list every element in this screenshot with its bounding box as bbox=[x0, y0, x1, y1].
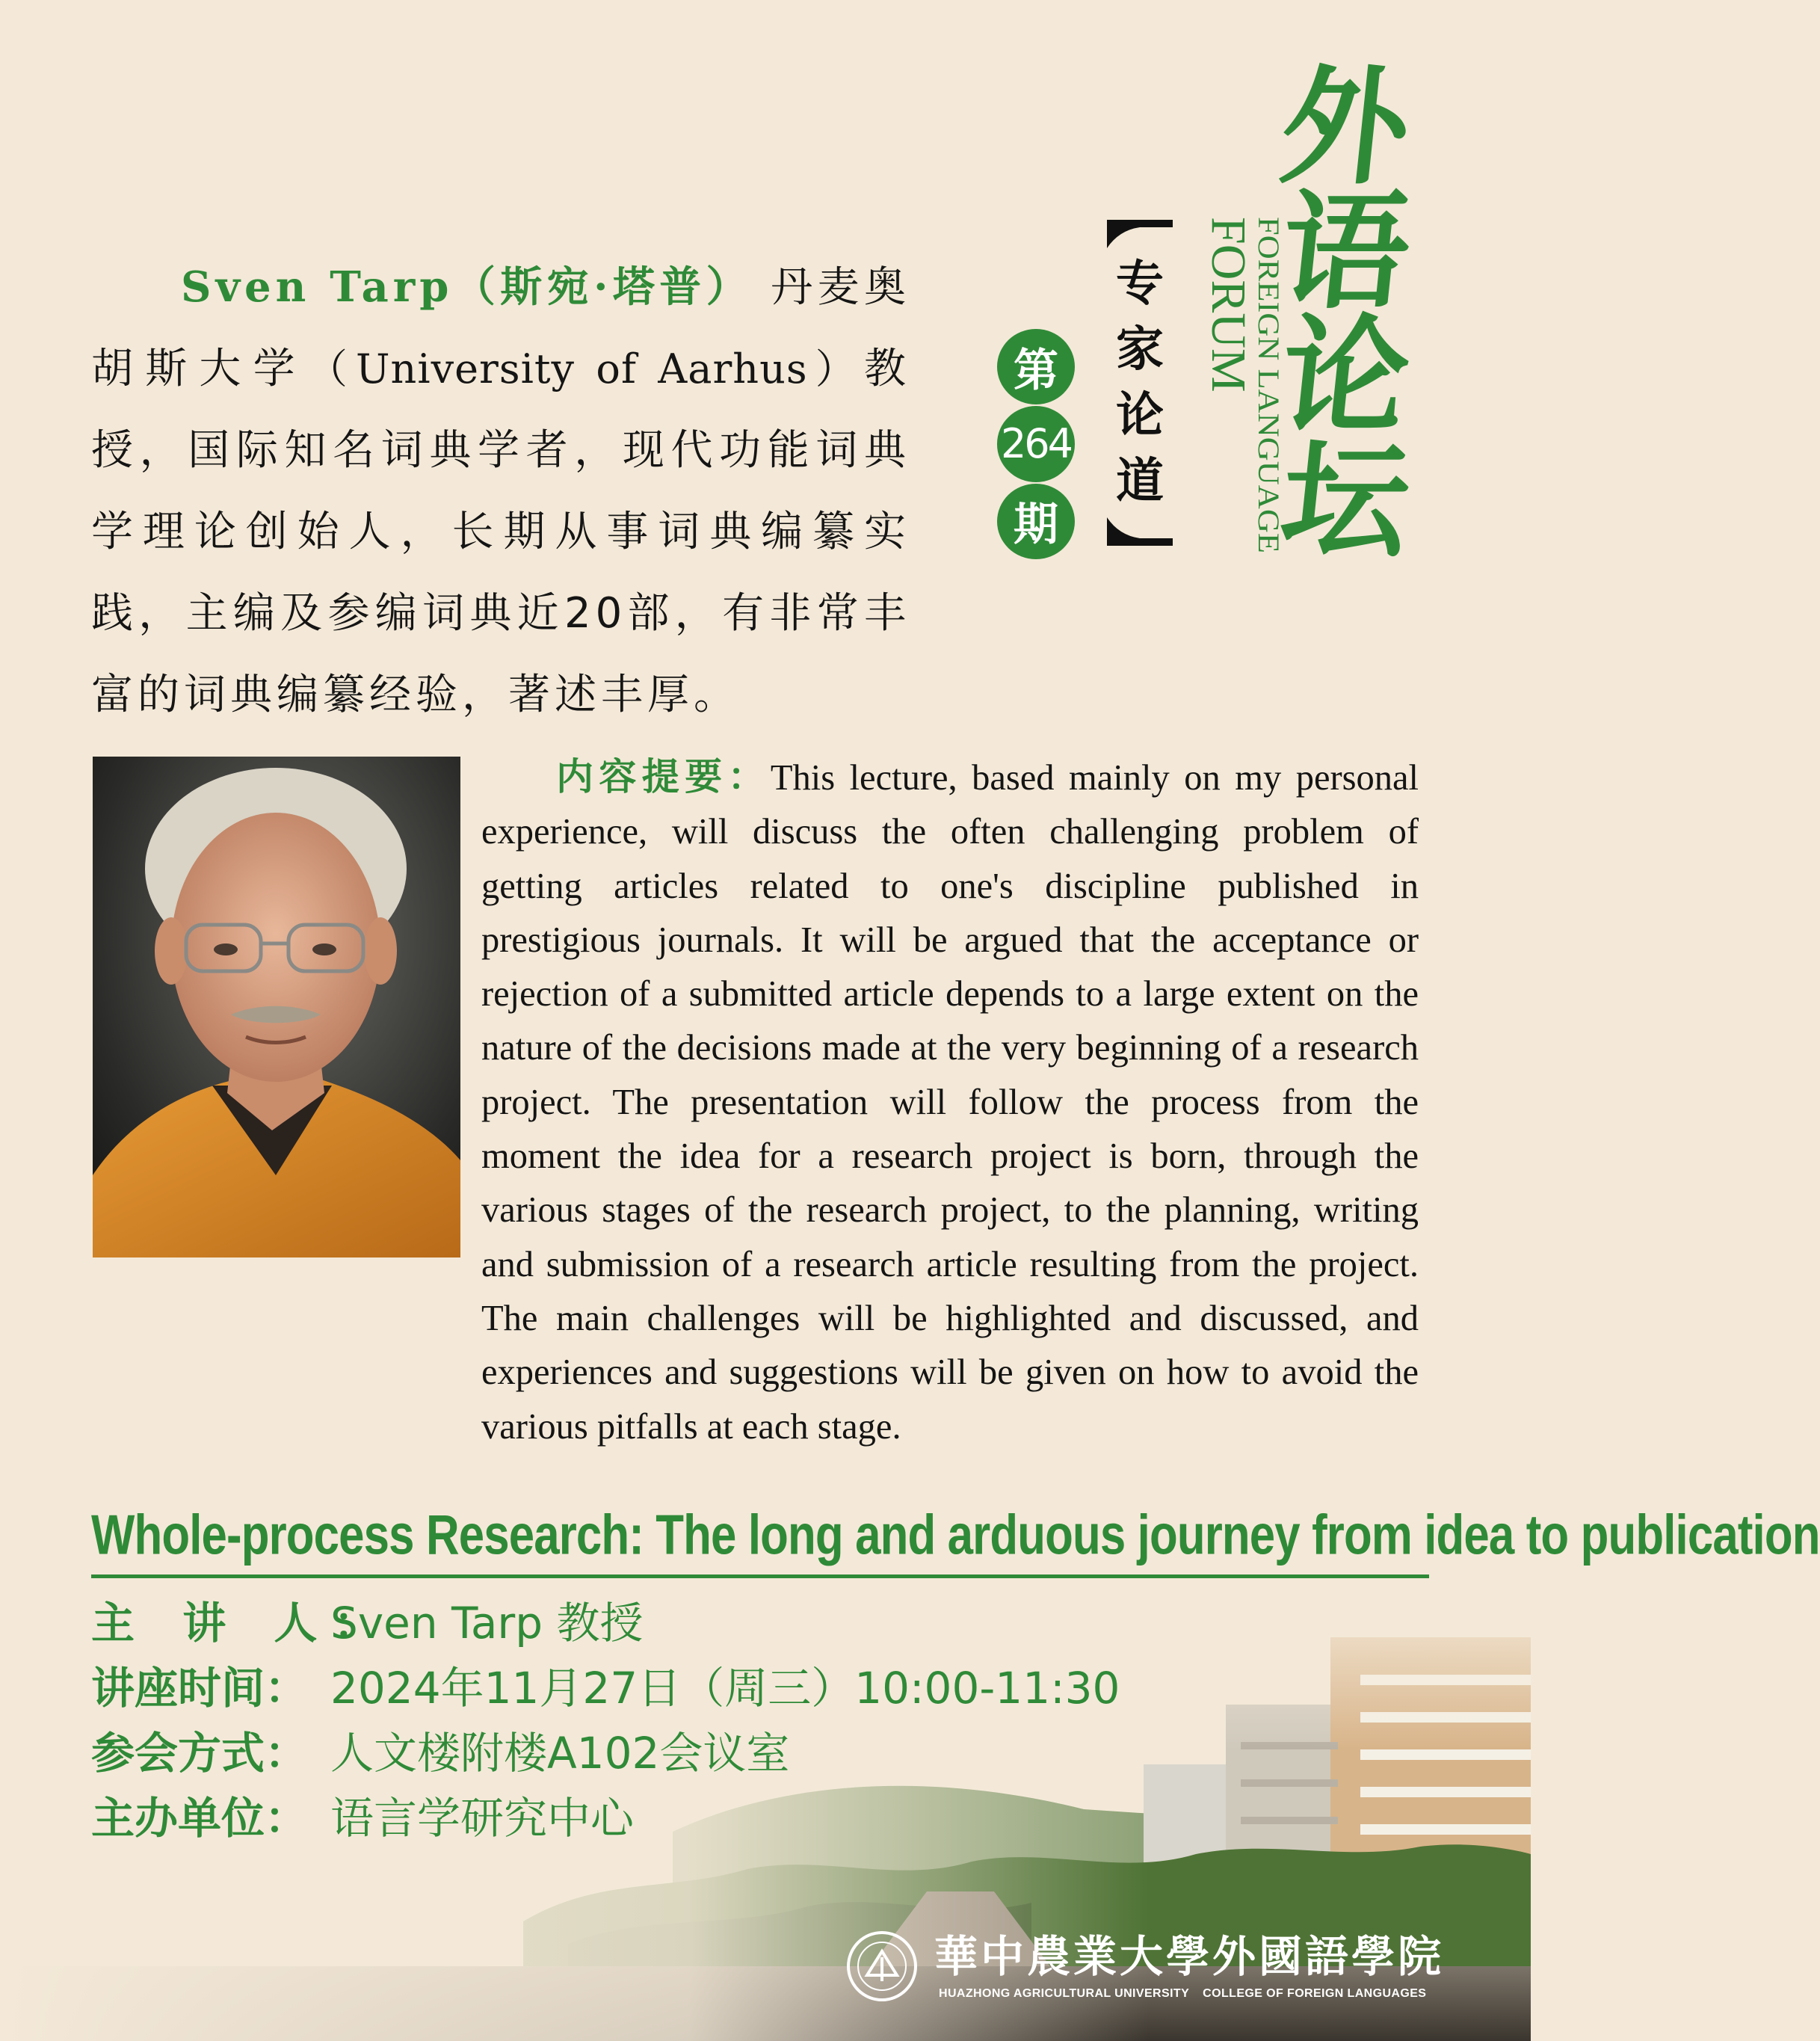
info-row-venue bbox=[91, 1717, 1212, 1782]
university-emblem-icon bbox=[845, 1929, 919, 2004]
bio-text-2: 教授，国际知名词典学者，现代功能词典学理论创始人，长期从事词典编纂实践，主编及参编词典近20部，有非常丰富的词典编纂经验，著述丰厚。 bbox=[91, 345, 910, 719]
info-value: Sven Tarp 教授 bbox=[330, 1597, 644, 1648]
info-row-host bbox=[91, 1782, 1212, 1847]
bio-university: （University of Aarhus） bbox=[306, 345, 864, 392]
logo-char: 语 bbox=[1274, 176, 1417, 327]
speaker-name: Sven Tarp（斯宛·塔普） bbox=[181, 262, 753, 312]
info-label: 讲座时间： bbox=[91, 1662, 309, 1714]
info-label: 参会方式： bbox=[91, 1727, 309, 1779]
abstract-label: 内容提要： bbox=[556, 755, 771, 798]
speaker-bio bbox=[91, 247, 910, 736]
logo-char: 论 bbox=[1274, 301, 1417, 452]
issue-prefix: 第 bbox=[997, 329, 1075, 404]
event-info bbox=[91, 1586, 1212, 1847]
logo-english-foreign-language: FOREIGN LANGUAGE bbox=[1252, 217, 1286, 520]
info-value: 2024年11月27日（周三）10:00-11:30 bbox=[330, 1662, 1120, 1714]
series-char: 专 bbox=[1116, 256, 1164, 312]
logo-english-forum: FORUM bbox=[1201, 217, 1256, 392]
issue-suffix: 期 bbox=[997, 484, 1075, 559]
logo-char: 外 bbox=[1274, 52, 1417, 202]
logo-char: 坛 bbox=[1274, 425, 1417, 576]
info-label: 主 讲 人： bbox=[91, 1597, 394, 1648]
college-name-english-text: COLLEGE OF FOREIGN LANGUAGES bbox=[1203, 1987, 1427, 2000]
info-row-speaker bbox=[91, 1586, 1212, 1651]
bracket-close-icon bbox=[1104, 514, 1176, 549]
talk-title: Whole-process Research: The long and arduous journey from idea to publication bbox=[91, 1503, 1820, 1567]
info-value: 语言学研究中心 bbox=[330, 1792, 635, 1844]
abstract bbox=[481, 750, 1419, 1454]
abstract-text: This lecture, based mainly on my personal experience, will discuss the often challenging problem of getting articles related to one's discipline published in prestigious journals. It will be argued that the acceptance or rejection of a submitted article depends to a large extent on the nature of the decisions made at the very beginning of a research project. The presentation will follow the process from the moment the idea for a research project is born, through the various stages of the research project, to the planning, writing and submission of a research article resulting from the project. The main challenges will be highlighted and discussed, and experiences and suggestions will be given on how to avoid the various pitfalls at each stage. bbox=[481, 758, 1419, 1447]
college-name-chinese: 華中農業大學外國語學院 bbox=[934, 1931, 1445, 1982]
speaker-photo bbox=[93, 757, 460, 1257]
college-name-english bbox=[939, 1987, 1427, 2007]
series-name-vertical bbox=[1099, 217, 1181, 561]
bracket-open-icon bbox=[1104, 217, 1176, 251]
bio-text-1: 丹麦奥胡斯大学 bbox=[91, 263, 910, 393]
series-char: 道 bbox=[1116, 454, 1164, 509]
series-char: 论 bbox=[1116, 388, 1164, 443]
issue-number: 264 bbox=[997, 406, 1075, 481]
series-char: 家 bbox=[1116, 322, 1164, 378]
forum-logo-english bbox=[1203, 217, 1286, 561]
university-name-english: HUAZHONG AGRICULTURAL UNIVERSITY bbox=[939, 1987, 1190, 2000]
info-row-time bbox=[91, 1651, 1212, 1717]
info-value: 人文楼附楼A102会议室 bbox=[330, 1727, 790, 1779]
title-divider bbox=[91, 1574, 1429, 1578]
issue-badge bbox=[994, 329, 1078, 561]
info-label: 主办单位： bbox=[91, 1792, 309, 1844]
